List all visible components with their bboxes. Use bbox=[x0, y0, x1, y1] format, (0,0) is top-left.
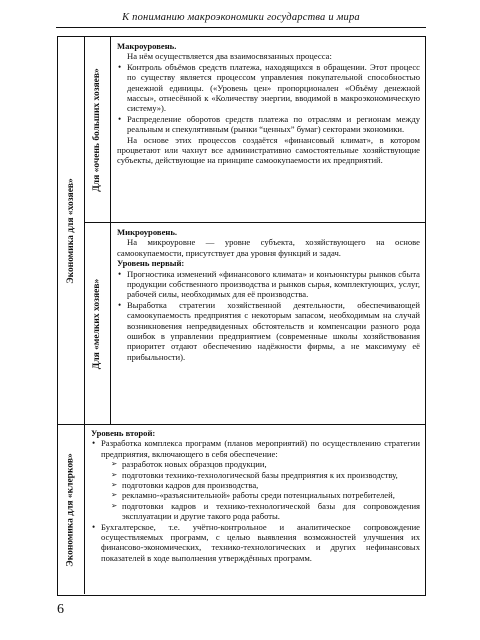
label-owners-economy: Экономика для «хозяев» bbox=[66, 177, 77, 284]
level-two-bullet bbox=[91, 438, 420, 521]
macro-bullet: • Контроль объёмов средств платежа, находящихся в обращении. Этот процесс по существу является процессом управления покупательной способностью денежной единицы. («Уровень цен» пропорционален «Объёму денежной массы», отнесённой к «Количеству энергии, вводимой в макроэкономическую систему»). bbox=[117, 62, 420, 114]
macro-level-closing: На основе этих процессов создаётся «финансовый климат», в котором процветают или чахнут все административно самостоятельные хозяйствующие субъекты, действующие на принципе самоокупаемости их предприятий. bbox=[117, 134, 420, 166]
provision-sublist bbox=[111, 459, 420, 521]
level-two-bullet-list bbox=[91, 438, 420, 563]
level-one-title: Уровень первый: bbox=[117, 258, 185, 269]
micro-level-intro: На микроуровне — уровне субъекта, хозяйствующего на основе самоокупаемости, присутствует два уровня функций и задач. bbox=[117, 237, 420, 258]
level-two-bullet-text: Разработка комплекса программ (планов мероприятий) по осуществлению стратегии предприятия, включающего в себя обеспечение: bbox=[101, 438, 420, 459]
macro-bullet-list bbox=[117, 62, 420, 135]
row-divider-inner bbox=[84, 222, 425, 223]
level-one-bullet-list bbox=[117, 269, 420, 363]
micro-level-title: Микроуровень. bbox=[117, 227, 178, 237]
level-two-section bbox=[91, 428, 420, 563]
provision-item: ➢ подготовки технико-технологической базы предприятия к их производству, bbox=[111, 470, 420, 480]
macro-level-section bbox=[117, 41, 420, 166]
provision-item: ➢ подготовки кадров для производства, bbox=[111, 480, 420, 490]
macro-bullet: • Распределение оборотов средств платежа по отраслям и регионам между реальным и спекулятивным (рынки “ценных” бумаг) секторами экономики. bbox=[117, 114, 420, 135]
provision-item: ➢ подготовки кадров и технико-технологической базы для сопровождения эксплуатации и другие такого рода работы. bbox=[111, 501, 420, 522]
running-title: К пониманию макроэкономики государства и мира bbox=[122, 12, 360, 23]
provision-item: ➢ разработок новых образцов продукции, bbox=[111, 459, 420, 469]
column-divider-inner bbox=[110, 37, 111, 425]
level-two-bullet: • Бухгалтерское, т.е. учётно-контрольное и аналитическое сопровождение осуществляемых программ, с целью выявления возможностей улучшения их финансово-экономических, технико-технологических и других нефинансовых показателей в ходе выполнения утверждённых программ. bbox=[91, 522, 420, 564]
provision-item: ➢ рекламно-«разъяснительной» работы среди потенциальных потребителей, bbox=[111, 490, 420, 500]
header-rule bbox=[56, 27, 426, 28]
content-table bbox=[57, 36, 426, 596]
level-one-bullet: • Прогностика изменений «финансового климата» и конъюнктуры рынков сбыта продукции собственного производства и рынков сырья, комплектующих, услуг, рабочей силы, необходимых для её производства. bbox=[117, 269, 420, 300]
level-two-title: Уровень второй: bbox=[91, 428, 156, 438]
label-small-owners: Для «мелких хозяев» bbox=[92, 278, 103, 369]
micro-level-section bbox=[117, 227, 420, 362]
label-clerks-economy: Экономика для «клерков» bbox=[66, 452, 76, 567]
page-number: 6 bbox=[57, 602, 64, 617]
level-one-bullet: • Выработка стратегии хозяйственной деятельности, обеспечивающей самоокупаемость предприятия с некоторым запасом, необходимым на случай возникновения непредвиденных обстоятельств и компенсации разного рода ошибок в управлении предприятием (современные школы хозяйствования приоритет отдают обеспечению надёжности фирмы, а не максимуму её прибыльности). bbox=[117, 300, 420, 362]
macro-level-title: Макроуровень. bbox=[117, 41, 177, 51]
macro-level-intro: На нём осуществляется два взаимосвязанных процесса: bbox=[127, 51, 332, 62]
row-divider-outer bbox=[58, 424, 425, 425]
label-very-big-owners: Для «очень больших хозяев» bbox=[92, 67, 102, 192]
